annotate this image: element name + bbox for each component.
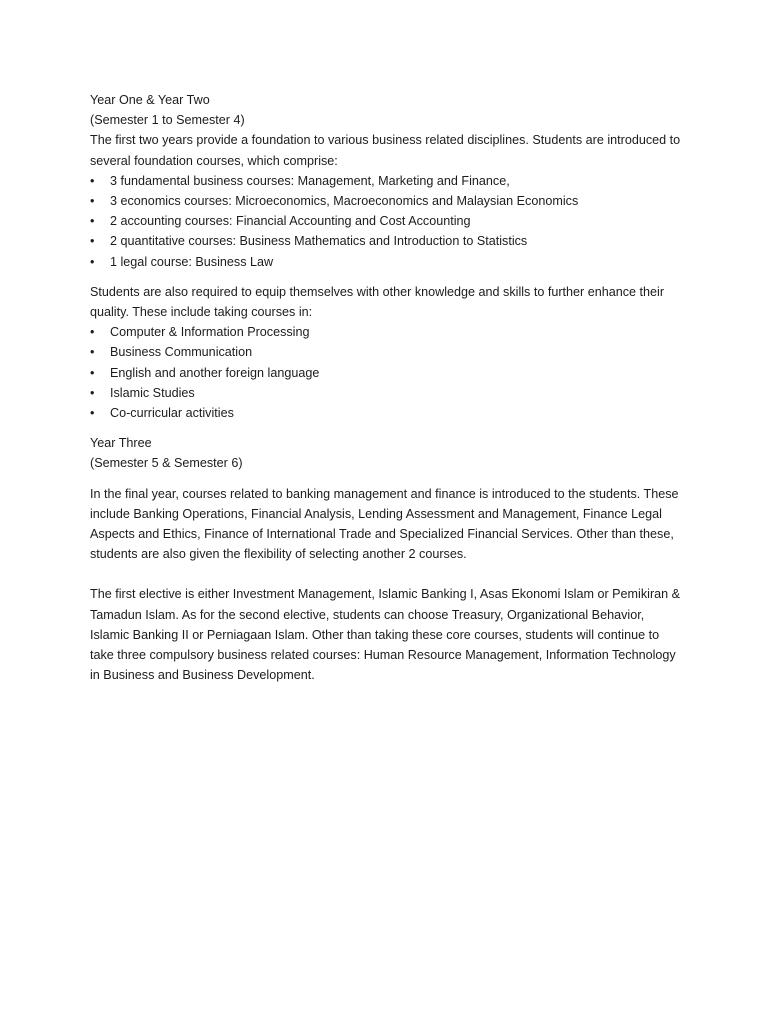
bullet-glyph: • (90, 234, 95, 249)
bullet-glyph: • (90, 406, 95, 421)
list-item (90, 171, 682, 191)
list-item-text: 2 quantitative courses: Business Mathematics and Introduction to Statistics (110, 234, 528, 249)
list-item-text: Computer & Information Processing (110, 325, 310, 340)
year-one-two-semesters: (Semester 1 to Semester 4) (90, 113, 245, 128)
year-three-heading: Year Three (90, 436, 152, 451)
bullet-glyph: • (90, 214, 95, 229)
list-item (90, 211, 682, 231)
bullet-glyph: • (90, 345, 95, 360)
bullet-glyph: • (90, 173, 95, 188)
year-one-two-intro: The first two years provide a foundation to various business related disciplines. Students are introduced to several foundation courses, which comprise: (90, 133, 681, 168)
foundation-course-list (90, 171, 682, 272)
list-item (90, 252, 682, 272)
list-item (90, 231, 682, 251)
list-item-text: 3 fundamental business courses: Management, Marketing and Finance, (110, 173, 510, 188)
list-item-text: Co-curricular activities (110, 406, 234, 421)
list-item-text: English and another foreign language (110, 365, 320, 380)
bullet-glyph: • (90, 325, 95, 340)
list-item-text: 3 economics courses: Microeconomics, Macroeconomics and Malaysian Economics (110, 194, 579, 209)
bullet-glyph: • (90, 385, 95, 400)
skills-course-list (90, 322, 682, 423)
year-three-semesters: (Semester 5 & Semester 6) (90, 456, 243, 471)
bullet-glyph: • (90, 365, 95, 380)
list-item-text: Islamic Studies (110, 385, 195, 400)
bullet-glyph: • (90, 194, 95, 209)
list-item (90, 383, 682, 403)
skills-intro-paragraph: Students are also required to equip themselves with other knowledge and skills to further enhance their quality. These include taking courses in: (90, 284, 665, 320)
list-item-text: Business Communication (110, 345, 253, 360)
list-item-text: 2 accounting courses: Financial Accounting and Cost Accounting (110, 214, 471, 229)
list-item (90, 322, 682, 342)
list-item (90, 363, 682, 383)
list-item (90, 191, 682, 211)
year-one-two-heading: Year One & Year Two (90, 93, 210, 107)
year-three-paragraph-1: In the final year, courses related to banking management and finance is introduced to the students. These include Banking Operations, Financial Analysis, Lending Assessment and Management, Finance Legal Aspects and Ethics, Finance of International Trade and Specialized Financial Services. Other than these, students are also given the flexibility of selecting another 2 courses. (90, 486, 679, 562)
list-item (90, 342, 682, 362)
list-item (90, 403, 682, 423)
year-three-paragraph-2: The first elective is either Investment Management, Islamic Banking I, Asas Ekonomi Islam or Pemikiran & Tamadun Islam. As for the second elective, students can choose Treasury, Organizational Behavior, Islamic Banking II or Perniagaan Islam. Other than taking these core courses, students will continue to take three compulsory business related courses: Human Resource Management, Information Technology in Business and Business Development. (90, 587, 681, 683)
list-item-text: 1 legal course: Business Law (110, 254, 274, 269)
bullet-glyph: • (90, 254, 95, 269)
